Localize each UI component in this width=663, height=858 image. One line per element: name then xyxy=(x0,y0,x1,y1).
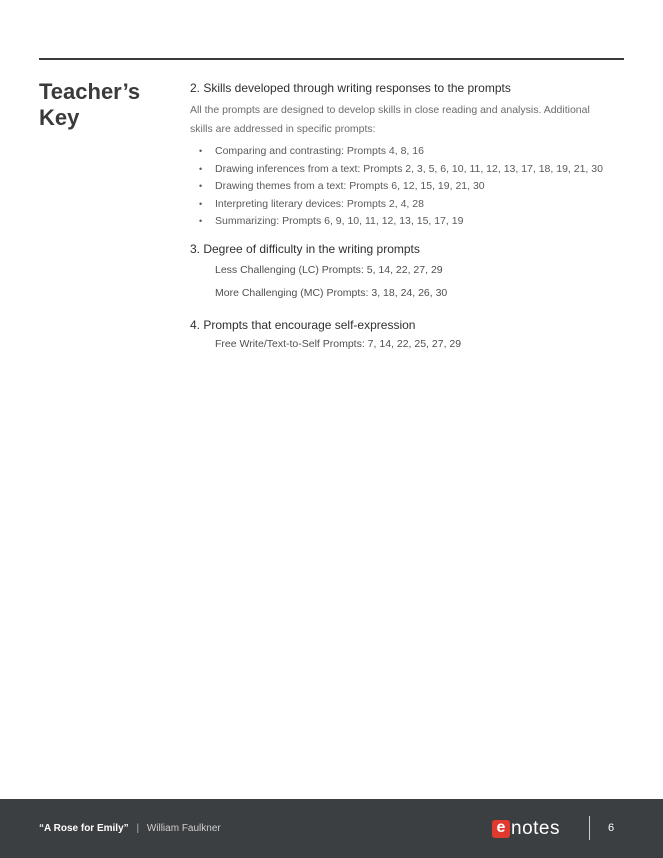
section-3-heading: 3. Degree of difficulty in the writing prompts xyxy=(190,241,420,256)
list-item: • Summarizing: Prompts 6, 9, 10, 11, 12, 13, 15, 17, 19 xyxy=(206,213,620,231)
list-item: • Comparing and contrasting: Prompts 4, 8, 16 xyxy=(206,143,620,161)
footer-author: William Faulkner xyxy=(146,823,221,834)
section-self-expression xyxy=(190,317,620,356)
enotes-logo-icon: e xyxy=(492,820,510,838)
less-challenging-prompts: Less Challenging (LC) Prompts: 5, 14, 22, 27, 29 xyxy=(215,263,443,276)
top-divider xyxy=(39,58,624,60)
free-write-prompts: Free Write/Text-to-Self Prompts: 7, 14, 22, 25, 27, 29 xyxy=(215,337,462,350)
skills-list xyxy=(206,143,620,231)
list-item: • Interpreting literary devices: Prompts 2, 4, 28 xyxy=(206,196,620,214)
footer-divider xyxy=(589,816,590,840)
section-2-heading: 2. Skills developed through writing responses to the prompts xyxy=(190,81,511,95)
section-skills xyxy=(190,80,620,231)
intro-line-2: skills are addressed in specific prompts: xyxy=(190,123,376,135)
section-difficulty xyxy=(190,241,620,305)
page-footer xyxy=(0,799,663,858)
sidebar-title-line2: Key xyxy=(39,105,80,130)
more-challenging-prompts: More Challenging (MC) Prompts: 3, 18, 24, 26, 30 xyxy=(215,286,448,299)
sidebar-title xyxy=(39,79,169,131)
page-number: 6 xyxy=(608,822,615,834)
section-4-heading: 4. Prompts that encourage self-expression xyxy=(190,317,416,332)
intro-line-1: All the prompts are designed to develop skills in close reading and analysis. Additional xyxy=(190,104,590,116)
main-content xyxy=(190,80,620,356)
section-2-intro xyxy=(190,101,620,139)
sidebar-title-line1: Teacher’s xyxy=(39,79,141,104)
footer-book-title: “A Rose for Emily” xyxy=(39,823,129,834)
list-item: • Drawing inferences from a text: Prompts 2, 3, 5, 6, 10, 11, 12, 13, 17, 18, 19, 21, 30 xyxy=(206,161,620,179)
enotes-logo xyxy=(492,818,560,840)
enotes-logo-text: notes xyxy=(511,818,560,839)
footer-book-info xyxy=(39,823,221,834)
footer-separator: | xyxy=(136,823,140,834)
list-item: • Drawing themes from a text: Prompts 6, 12, 15, 19, 21, 30 xyxy=(206,178,620,196)
